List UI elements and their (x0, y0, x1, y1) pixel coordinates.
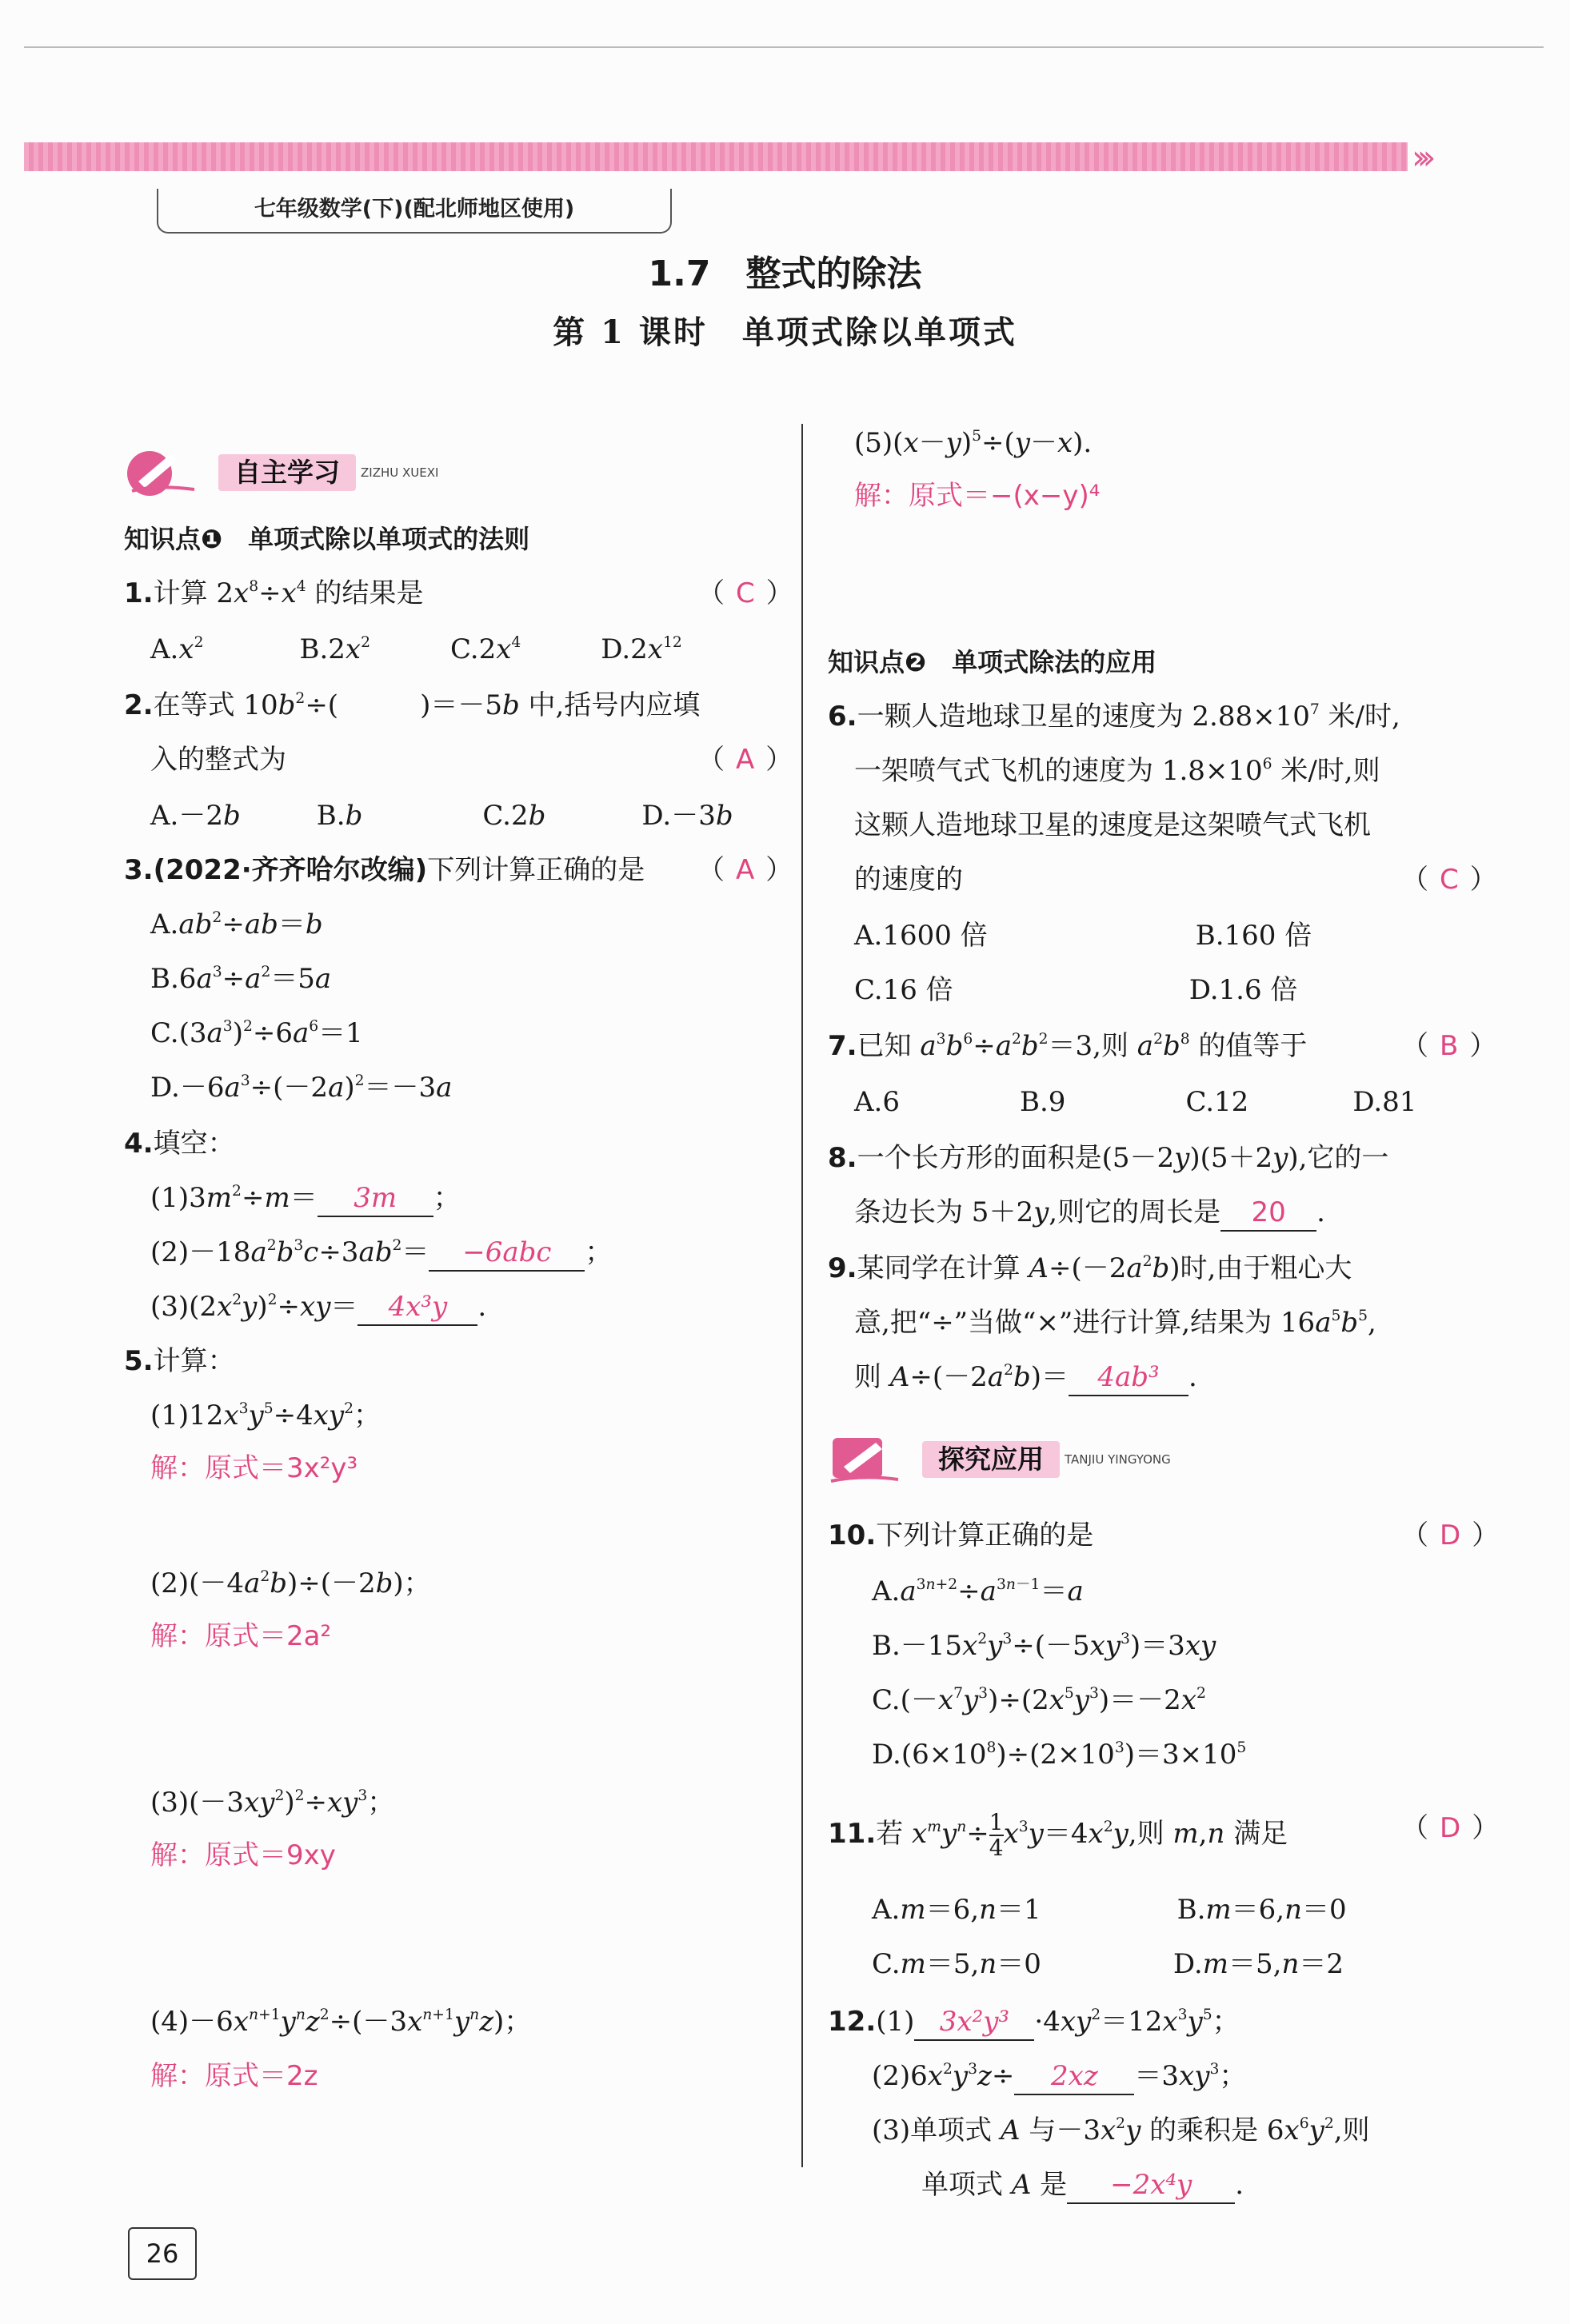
q10-option-c: $C.(-x^7y^3)\div(2x^5y^3)=-2x^2$ (872, 1684, 1206, 1716)
answer-5-3: 解：原式＝9xy (150, 1839, 336, 1871)
answer-bracket-1: （ C ） (697, 577, 793, 609)
period-title: 第 1 课时 单项式除以单项式 (553, 313, 1017, 351)
q1-options: $A.x^2$ $B.2x^2$ $C.2x^4$ $D.2x^{12}$ (150, 633, 682, 665)
question-11: 11.若 $x^my^n\div$ $\frac{1}{4}$ $x^3y=4x^2y$,则 m,n 满足 (828, 1809, 1288, 1861)
q5-4: $(4)-6x^{n+1}y^nz^2\div(-3x^{n+1}y^nz)$； (150, 2006, 532, 2038)
answer-5-1: 解：原式＝3x²y³ (150, 1452, 358, 1484)
question-12-1: 12.(1) $3x^2y^3 \cdot 4xy^2=12x^3y^5$； (828, 2004, 1240, 2041)
self-study-banner (124, 445, 644, 501)
q5-3: $(3)(-3xy^2)^2\div xy^3$； (150, 1787, 395, 1819)
q10-option-b: $B.-15x^2y^3\div(-5xy^3)=3xy$ (872, 1630, 1216, 1662)
answer-bracket-3: （ A ） (697, 854, 793, 886)
q5-2: $(2)(-4a^2b)\div(-2b)$； (150, 1567, 431, 1599)
fraction-one-quarter: $\frac{1}{4}$ (989, 1809, 1004, 1861)
answer-9: 4ab³ (1069, 1360, 1188, 1396)
answer-4-3: 4x³y (358, 1289, 477, 1326)
q5-1: $(1)12x^3y^5\div 4xy^2$； (150, 1400, 382, 1432)
q7-options: A.6 B.9 C.12 D.81 (854, 1086, 1417, 1118)
section-label: 探究应用 (922, 1441, 1060, 1478)
answer-4-2: −6abc (429, 1235, 585, 1272)
answer-bracket-10: （ D ） (1401, 1519, 1500, 1551)
question-5: 5.计算： (124, 1345, 235, 1377)
q3-option-d: $D.-6a^3\div(-2a)^2=-3a$ (150, 1072, 453, 1104)
q6-options-ab: A.1600 倍 B.160 倍 (854, 920, 1312, 952)
answer-bracket-11: （ D ） (1401, 1812, 1500, 1844)
answer-bracket-2: （ A ） (697, 744, 793, 776)
answer-4-1: 3m (318, 1180, 433, 1217)
q4-1: $(1)3m^2\div m= 3m$ ； (150, 1180, 461, 1217)
answer-5-5: 解：原式＝−(x−y)⁴ (854, 480, 1101, 512)
top-rule (24, 46, 1544, 48)
book-title: 七年级数学(下)(配北师地区使用) (157, 189, 672, 234)
answer-12-1: 3x²y³ (914, 2004, 1034, 2041)
answer-1: C (736, 577, 755, 609)
pen-icon (124, 445, 196, 501)
question-10: 10.下列计算正确的是 (828, 1519, 1094, 1551)
q3-option-b: $B.6a^3\div a^2=5a$ (150, 963, 332, 995)
question-6: 6.一颗人造地球卫星的速度为 $2.88\times 10^7$ 米/时, (828, 701, 1400, 733)
question-2-cont: 入的整式为 (150, 744, 286, 776)
question-12-3-cont: 单项式 A 是 −2x⁴y . (921, 2167, 1244, 2204)
knowledge-point-2: 知识点❷ 单项式除法的应用 (828, 647, 1157, 677)
chevron-icon: ››› (1412, 138, 1428, 177)
answer-7: B (1440, 1030, 1459, 1062)
knowledge-point-1: 知识点❶ 单项式除以单项式的法则 (124, 524, 530, 554)
q5-5: $(5)(x-y)^5\div(y-x)$. (854, 427, 1093, 459)
question-7: 7.已知 $a^3b^6\div a^2b^2=3$,则 $a^2b^8$ 的值等于 (828, 1030, 1308, 1062)
question-8-cont: 条边长为 5＋2y,则它的周长是 20 . (854, 1195, 1325, 1232)
answer-12-2: 2xz (1014, 2058, 1134, 2095)
answer-bracket-6: （ C ） (1401, 864, 1497, 896)
question-2: 2.在等式 $10b^2\div$( )＝－5b 中,括号内应填 (124, 689, 701, 721)
answer-8: 20 (1220, 1195, 1316, 1232)
answer-6: C (1440, 864, 1459, 896)
explore-banner (828, 1432, 1348, 1487)
section-label: 自主学习 (218, 454, 356, 491)
answer-bracket-7: （ B ） (1401, 1030, 1497, 1062)
q11-options-cd: C.m＝5,n＝0 D.m＝5,n＝2 (872, 1948, 1344, 1980)
column-divider (801, 424, 803, 2167)
question-1: 1.计算 $2x^8\div x^4$ 的结果是 (124, 577, 424, 609)
section-label-en: TANJIU YINGYONG (1065, 1452, 1171, 1467)
question-9: 9.某同学在计算 $A\div(-2a^2b)$时,由于粗心大 (828, 1252, 1352, 1284)
question-9-cont1: 意,把“÷”当做“×”进行计算,结果为 $16a^5b^5$, (854, 1307, 1376, 1339)
question-12-2: $(2)6x^2y^3z\div 2xz =3xy^3$； (872, 2058, 1246, 2095)
q4-2: $(2)-18a^2b^3c\div 3ab^2= -6abc$ ； (150, 1235, 612, 1272)
question-3: 3.(2022·齐齐哈尔改编)下列计算正确的是 (124, 854, 645, 886)
answer-3: A (736, 854, 755, 886)
q10-option-a: $A.a^{3n+2}\div a^{3n-1}=a$ (872, 1575, 1084, 1607)
answer-5-4: 解：原式＝2z (150, 2060, 318, 2092)
q11-options-ab: A.m＝6,n＝1 B.m＝6,n＝0 (872, 1894, 1347, 1926)
q10-option-d: $D.(6\times 10^8)\div(2\times 10^3)=3\times 10^5$ (872, 1739, 1247, 1771)
question-6-cont2: 这颗人造地球卫星的速度是这架喷气式飞机 (854, 809, 1371, 841)
answer-5-2: 解：原式＝2a² (150, 1620, 332, 1652)
question-9-cont2: 则 $A\div(-2a^2b)= 4ab^3$ . (854, 1360, 1197, 1396)
question-6-cont1: 一架喷气式飞机的速度为 $1.8\times 10^6$ 米/时,则 (854, 755, 1380, 787)
q6-options-cd: C.16 倍 D.1.6 倍 (854, 974, 1298, 1006)
q4-3: $(3)(2x^2y)^2\div xy= 4x^3y$ . (150, 1289, 486, 1326)
q3-option-c: $C.(3a^3)^2\div 6a^6=1$ (150, 1017, 363, 1049)
question-6-cont3: 的速度的 (854, 864, 963, 896)
answer-12-3: −2x⁴y (1067, 2167, 1235, 2204)
question-12-3: (3)单项式 A 与$-3x^2y$ 的乘积是 $6x^6y^2$,则 (872, 2114, 1370, 2146)
page-number: 26 (128, 2227, 197, 2280)
lesson-title: 1.7 整式的除法 (648, 254, 922, 294)
section-label-en: ZIZHU XUEXI (361, 465, 439, 480)
question-8: 8.一个长方形的面积是(5－2y)(5＋2y),它的一 (828, 1142, 1389, 1174)
q2-options: A.－2b B.b C.2b D.－3b (150, 800, 733, 832)
q3-option-a: $A.ab^2\div ab=b$ (150, 908, 323, 940)
answer-10: D (1440, 1519, 1461, 1551)
question-4: 4.填空： (124, 1128, 235, 1160)
header-band (24, 142, 1408, 171)
answer-11: D (1440, 1812, 1461, 1844)
hand-writing-icon (828, 1432, 900, 1487)
answer-2: A (736, 744, 755, 776)
